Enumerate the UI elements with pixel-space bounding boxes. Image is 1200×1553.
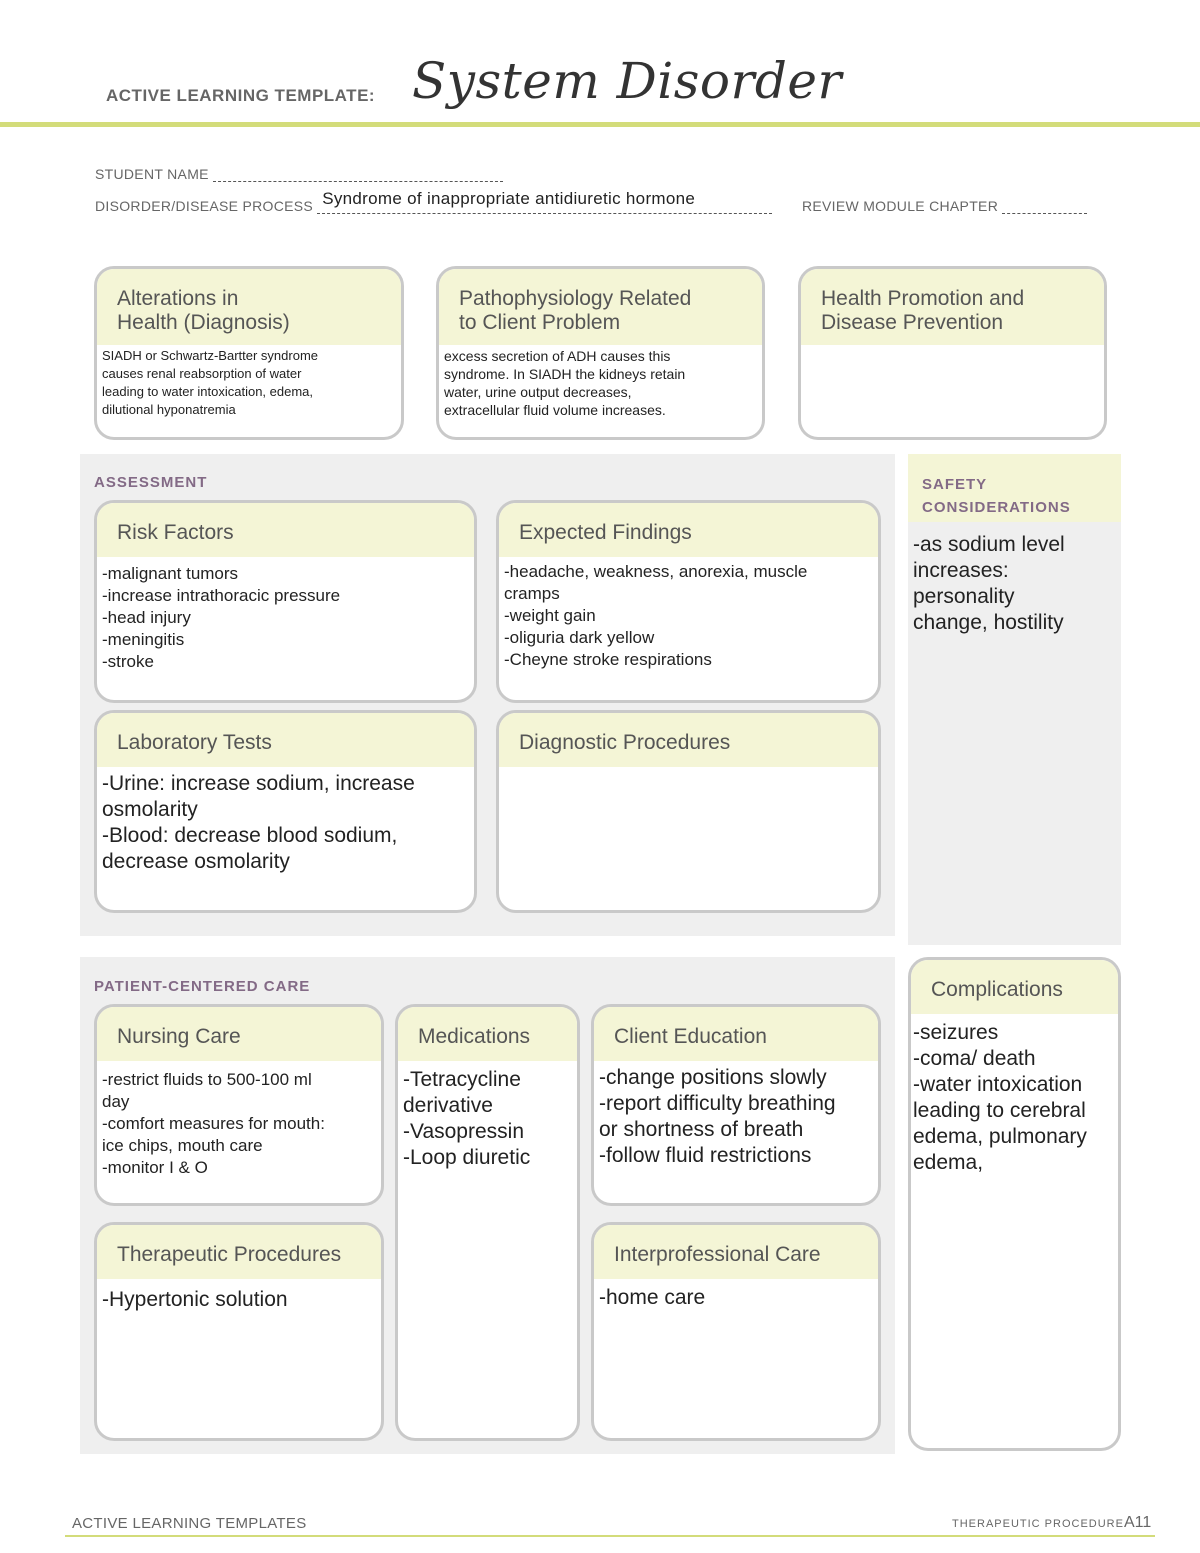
medications-box	[395, 1004, 580, 1441]
interprofessional-care-box	[591, 1222, 881, 1441]
chapter-row	[802, 198, 1087, 214]
patient-care-title: PATIENT-CENTERED CARE	[94, 978, 311, 995]
nursing-care-body[interactable]: -restrict fluids to 500-100 ml day -comfort measures for mouth: ice chips, mouth care -monitor I & O	[102, 1070, 325, 1177]
risk-factors-body[interactable]: -malignant tumors -increase intrathoracic pressure -head injury -meningitis -stroke	[102, 564, 341, 671]
client-education-title: Client Education	[594, 1007, 878, 1061]
header-rule	[0, 122, 1200, 127]
student-name-field[interactable]	[213, 167, 503, 182]
footer-rule	[65, 1535, 1155, 1537]
safety-section	[908, 454, 1121, 945]
footer-left: ACTIVE LEARNING TEMPLATES	[72, 1515, 307, 1532]
laboratory-tests-box	[94, 710, 477, 913]
pathophysiology-body[interactable]: excess secretion of ADH causes this syndrome. In SIADH the kidneys retain water, urine output decreases, extracellular fluid volume increases.	[444, 348, 686, 418]
safety-body[interactable]: -as sodium level increases: personality change, hostility	[913, 533, 1065, 634]
student-name-row	[95, 166, 503, 182]
therapeutic-procedures-body[interactable]: -Hypertonic solution	[102, 1288, 288, 1311]
student-name-label: STUDENT NAME	[95, 166, 209, 182]
health-promotion-title: Health Promotion and Disease Prevention	[801, 269, 1104, 345]
expected-findings-title: Expected Findings	[499, 503, 878, 557]
client-education-body[interactable]: -change positions slowly -report difficulty breathing or shortness of breath -follow fluid restrictions	[599, 1066, 836, 1167]
alterations-title: Alterations in Health (Diagnosis)	[97, 269, 401, 345]
health-promotion-body[interactable]	[801, 345, 1104, 349]
therapeutic-procedures-title: Therapeutic Procedures	[97, 1225, 381, 1279]
diagnostic-procedures-box	[496, 710, 881, 913]
disorder-label: DISORDER/DISEASE PROCESS	[95, 198, 314, 214]
client-education-box	[591, 1004, 881, 1206]
page-title: System Disorder	[412, 52, 842, 110]
disorder-row	[95, 189, 772, 214]
complications-box	[908, 957, 1121, 1451]
alterations-body[interactable]: SIADH or Schwartz-Bartter syndrome causes renal reabsorption of water leading to water intoxication, edema, dilutional hyponatremia	[102, 348, 319, 417]
expected-findings-body[interactable]: -headache, weakness, anorexia, muscle cramps -weight gain -oliguria dark yellow -Cheyne stroke respirations	[504, 562, 808, 669]
expected-findings-box	[496, 500, 881, 703]
template-label: ACTIVE LEARNING TEMPLATE:	[106, 86, 376, 105]
safety-title: SAFETY CONSIDERATIONS	[922, 476, 1071, 516]
footer-page-number: A11	[1124, 1514, 1152, 1531]
nursing-care-title: Nursing Care	[97, 1007, 381, 1061]
health-promotion-box	[798, 266, 1107, 440]
medications-body[interactable]: -Tetracycline derivative -Vasopressin -Loop diuretic	[403, 1068, 531, 1169]
footer-section-label: THERAPEUTIC PROCEDURE	[952, 1518, 1124, 1530]
therapeutic-procedures-box	[94, 1222, 384, 1441]
interprofessional-care-title: Interprofessional Care	[594, 1225, 878, 1279]
laboratory-tests-body[interactable]: -Urine: increase sodium, increase osmolarity -Blood: decrease blood sodium, decrease osmolarity	[102, 772, 415, 873]
pathophysiology-box	[436, 266, 765, 440]
chapter-label: REVIEW MODULE CHAPTER	[802, 198, 999, 214]
risk-factors-title: Risk Factors	[97, 503, 474, 557]
diagnostic-procedures-title: Diagnostic Procedures	[499, 713, 878, 767]
assessment-title: ASSESSMENT	[94, 474, 208, 491]
disorder-value: Syndrome of inappropriate antidiuretic hormone	[322, 189, 696, 208]
chapter-field[interactable]	[1002, 199, 1087, 214]
pathophysiology-title: Pathophysiology Related to Client Problem	[439, 269, 762, 345]
complications-body[interactable]: -seizures -coma/ death -water intoxication leading to cerebral edema, pulmonary edema,	[913, 1021, 1087, 1174]
interprofessional-care-body[interactable]: -home care	[599, 1286, 706, 1309]
complications-title: Complications	[911, 960, 1118, 1014]
nursing-care-box	[94, 1004, 384, 1206]
alterations-box	[94, 266, 404, 440]
risk-factors-box	[94, 500, 477, 703]
diagnostic-procedures-body[interactable]	[499, 767, 878, 771]
medications-title: Medications	[398, 1007, 577, 1061]
disorder-field[interactable]	[317, 189, 772, 214]
laboratory-tests-title: Laboratory Tests	[97, 713, 474, 767]
